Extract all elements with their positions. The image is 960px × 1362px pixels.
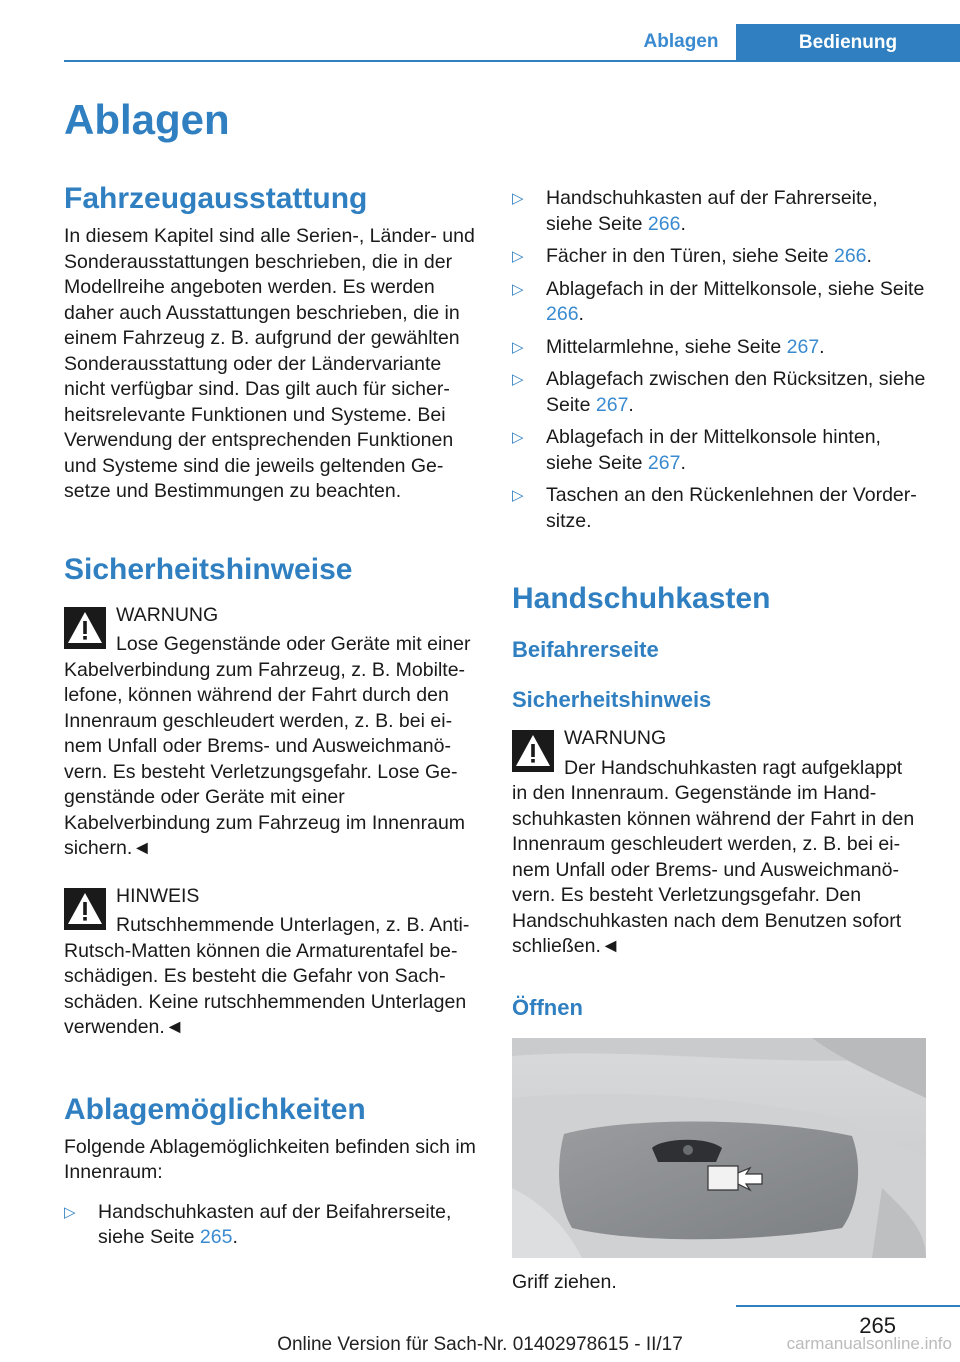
list-item (512, 335, 926, 361)
storage-list-left (64, 1200, 478, 1251)
page-link[interactable]: 266 (647, 212, 681, 235)
list-item-end: . (866, 245, 872, 267)
left-column (64, 180, 478, 1251)
page-link[interactable]: 267 (647, 451, 681, 474)
list-item-text: Taschen an den Rückenlehnen der Vordersitze. (546, 484, 917, 532)
page-link[interactable]: 267 (786, 335, 820, 358)
warning-text: in den Innenraum. Gegenstände im Handschuhkasten können während der Fahrt in den Innenraum geschleudert werden, z. B. bei einem Unfall oder Brems- und Ausweichmanövern. Es besteht Verletzungsgefahr. Den Handschuhkasten nach dem Benutzen sofort schließen.◄ (512, 782, 915, 957)
notice-block (64, 884, 478, 1041)
paragraph-fahrzeugausstattung: In diesem Kapitel sind alle Serien-, Länder- und Sonderausstattungen beschrieben, die in der Modellreihe angeboten werden. Es werden daher auch Ausstattungen beschrieben, die in einem Fahrzeug z. B. aufgrund der gewählten Sonderausstattung oder der Ländervariante nicht verfügbar sind. Das gilt auch für sicherheitsrelevante Funktionen und Systeme. Bei Verwendung der entsprechenden Funktionen und Systeme sind die jeweils geltenden Gesetze und Bestimmungen zu beachten. (64, 225, 475, 502)
warning-label: WARNUNG (116, 603, 219, 626)
warning-block-1 (64, 603, 478, 862)
page-link[interactable]: 267 (595, 393, 629, 416)
paragraph-ablagemoeglichkeiten: Folgende Ablagemöglichkeiten befinden sich im Innenraum: (64, 1135, 476, 1183)
list-item-text: Ablagefach zwischen den Rücksitzen, siehe Seite (546, 368, 926, 416)
list-item (512, 367, 926, 418)
page-title: Ablagen (64, 96, 230, 143)
section-title-ablagemoeglichkeiten: Ablagemöglichkeiten (64, 1092, 366, 1126)
footer (0, 1334, 960, 1356)
triangle-bullet-icon: ▷ (512, 338, 524, 356)
page-link[interactable]: 265 (199, 1226, 233, 1248)
list-item-end: . (680, 212, 686, 235)
right-column (512, 186, 926, 1295)
subsection-title-sicherheitshinweis: Sicherheitshinweis (512, 687, 712, 712)
list-item-end: . (232, 1226, 238, 1248)
notice-triangle-icon (64, 888, 106, 930)
list-item-text: Ablagefach in der Mittelkonsole hinten, siehe Seite (546, 426, 881, 474)
warning-triangle-icon (64, 607, 106, 649)
list-item (512, 425, 926, 476)
section-title-fahrzeugausstattung: Fahrzeugausstattung (64, 182, 368, 215)
list-item-end: . (680, 451, 686, 474)
triangle-bullet-icon: ▷ (512, 280, 524, 298)
list-item-text: Mittelarmlehne, siehe Seite (546, 335, 787, 358)
warning-label: WARNUNG (564, 727, 667, 749)
triangle-bullet-icon: ▷ (512, 429, 524, 446)
page-link[interactable]: 266 (546, 303, 579, 325)
footer-text: Online Version für Sach-Nr. 01402978615 - II/17 (277, 1334, 683, 1355)
list-item (512, 186, 926, 237)
subsection-title-oeffnen: Öffnen (512, 994, 583, 1020)
photo-caption: Griff ziehen. (512, 1270, 617, 1293)
watermark: carmanualsonline.info (786, 1334, 952, 1353)
triangle-bullet-icon: ▷ (512, 248, 524, 265)
list-item-end: . (819, 335, 825, 358)
triangle-bullet-icon: ▷ (512, 487, 524, 504)
storage-list-right (512, 186, 926, 534)
warning-text: Kabelverbindung zum Fahrzeug, z. B. Mobiltelefone, können während der Fahrt durch den Innenraum geschleudert werden, z. B. bei einem Unfall oder Brems- und Ausweichmanövern. Es besteht Verletzungsgefahr. Lose Gegenstände oder Geräte mit einer Kabelverbindung zum Fahrzeug im Innenraum sichern.◄ (64, 658, 466, 859)
page-number-rule (736, 1305, 960, 1307)
section-title-handschuhkasten: Handschuhkasten (512, 582, 771, 615)
list-item-end: . (628, 393, 634, 416)
subsection-title-beifahrerseite: Beifahrerseite (512, 637, 659, 662)
warning-text-first-line: Der Handschuhkasten ragt aufgeklappt (564, 756, 903, 779)
tab-ablagen[interactable]: Ablagen (643, 31, 719, 52)
triangle-bullet-icon: ▷ (512, 190, 524, 207)
page-number: 265 (859, 1313, 896, 1338)
list-item-text: Handschuhkasten auf der Fahrerseite, siehe Seite (546, 187, 878, 235)
header-bar (64, 24, 960, 62)
glovebox-photo (512, 1038, 926, 1258)
list-item (512, 483, 926, 534)
header-rule (64, 60, 960, 62)
list-item (512, 244, 926, 270)
notice-label: HINWEIS (116, 884, 200, 907)
list-item-text: Handschuhkasten auf der Beifahrerseite, siehe Seite (98, 1200, 452, 1248)
warning-triangle-icon (512, 730, 554, 772)
notice-text-first-line: Rutschhemmende Unterlagen, z. B. Anti- (116, 914, 470, 936)
triangle-bullet-icon: ▷ (512, 371, 524, 388)
list-item (512, 277, 926, 328)
list-item (64, 1200, 478, 1251)
warning-text-first-line: Lose Gegenstände oder Geräte mit einer (116, 633, 471, 655)
warning-block-2 (512, 726, 926, 960)
triangle-bullet-icon: ▷ (64, 1203, 76, 1221)
list-item-end: . (578, 303, 584, 325)
page-link[interactable]: 266 (833, 245, 867, 267)
notice-text: Rutsch-Matten können die Armaturentafel beschädigen. Es besteht die Gefahr von Sachschäden. Keine rutschhemmenden Unterlagen verwenden.◄ (64, 939, 467, 1038)
glovebox-illustration (512, 1038, 926, 1258)
section-title-sicherheitshinweise: Sicherheitshinweise (64, 552, 353, 586)
list-item-text: Fächer in den Türen, siehe Seite (546, 245, 834, 267)
tab-bedienung[interactable]: Bedienung (736, 24, 960, 62)
list-item-text: Ablagefach in der Mittelkonsole, siehe Seite (546, 277, 925, 300)
